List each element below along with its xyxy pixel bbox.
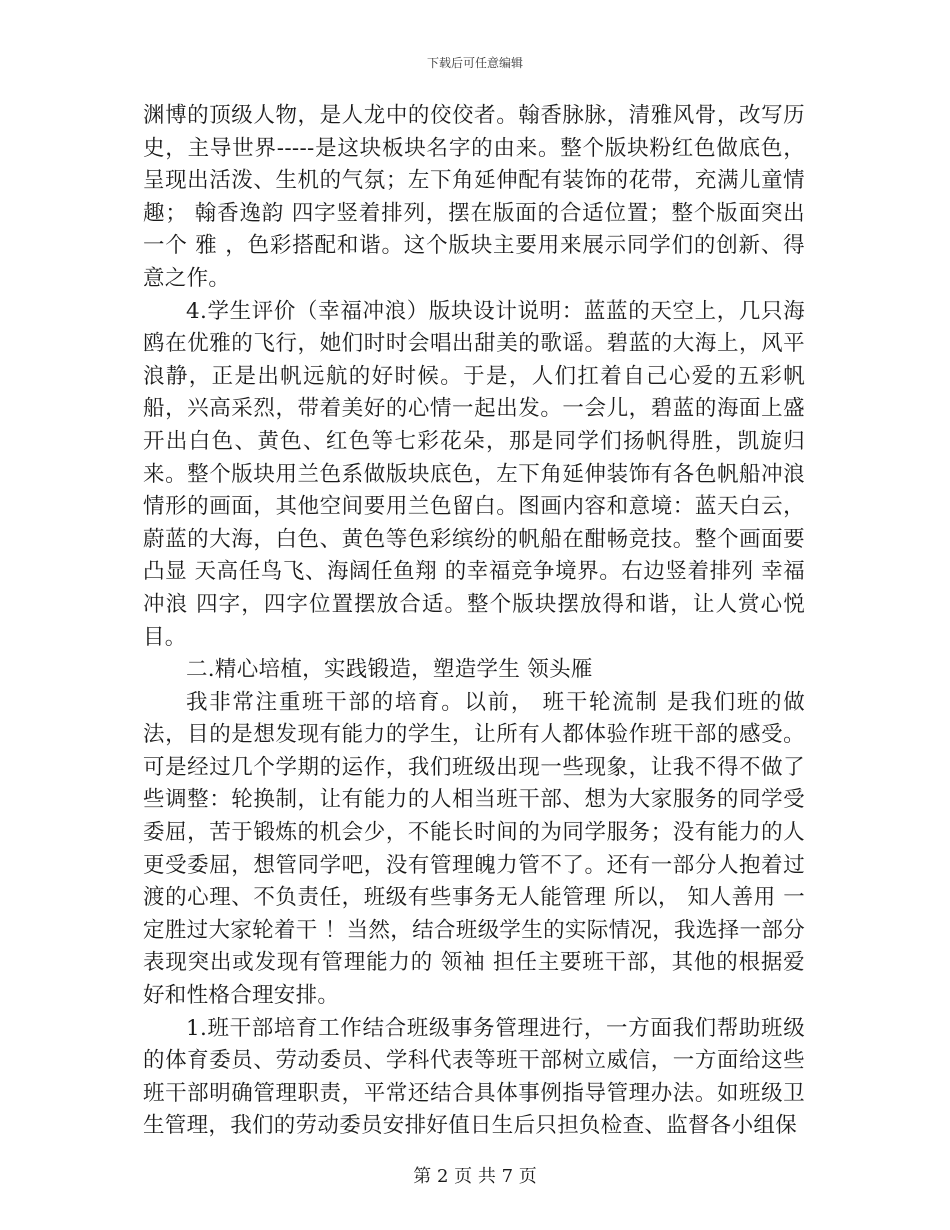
paragraph-3: 我非常注重班干部的培育。以前， 班干轮流制 是我们班的做法，目的是想发现有能力的学生，让所有人都体验作班干部的感受。可是经过几个学期的运作，我们班级出现一些现象，让我不得不做了些调整：轮换制，让有能力的人相当班干部、想为大家服务的同学受委屈，苦于锻炼的机会少，不能长时间的为同学服务；没有能力的人更受委屈，想管同学吧，没有管理魄力管不了。还有一部分人抱着过渡的心理、不负责任，班级有些事务无人能管理 所以， 知人善用 一定胜过大家轮着干 ！当然，结合班级学生的实际情况，我选择一部分表现突出或发现有管理能力的 领袖 担任主要班干部，其他的根据爱好和性格合理安排。 [143, 689, 805, 1009]
page-number-footer: 第 2 页 共 7 页 [413, 1166, 537, 1187]
section-heading: 二.精心培植，实践锻造，塑造学生 领头雁 [186, 657, 593, 683]
document-body [143, 100, 805, 1143]
page-header: 下载后可任意编辑 [426, 56, 523, 70]
paragraph-1: 渊博的顶级人物，是人龙中的佼佼者。翰香脉脉，清雅风骨，改写历史，主导世界-----是这块板块名字的由来。整个版块粉红色做底色，呈现出活泼、生机的气氛；左下角延伸配有装饰的花带，充满儿童情趣； 翰香逸韵 四字竖着排列，摆在版面的合适位置；整个版面突出一个 雅 ，色彩搭配和谐。这个版块主要用来展示同学们的创新、得意之作。 [143, 103, 805, 291]
paragraph-2: 4.学生评价（幸福冲浪）版块设计说明：蓝蓝的天空上，几只海鸥在优雅的飞行，她们时时会唱出甜美的歌谣。碧蓝的大海上，风平浪静，正是出帆远航的好时候。于是，人们扛着自己心爱的五彩帆船，兴高采烈，带着美好的心情一起出发。一会儿，碧蓝的海面上盛开出白色、黄色、红色等七彩花朵，那是同学们扬帆得胜，凯旋归来。整个版块用兰色系做版块底色，左下角延伸装饰有各色帆船冲浪情形的画面，其他空间要用兰色留白。图画内容和意境：蓝天白云，蔚蓝的大海，白色、黄色等色彩缤纷的帆船在酣畅竞技。整个画面要凸显 天高任鸟飞、海阔任鱼翔 的幸福竞争境界。右边竖着排列 幸福冲浪 四字，四字位置摆放合适。整个版块摆放得和谐，让人赏心悦目。 [143, 298, 805, 650]
paragraph-4: 1.班干部培育工作结合班级事务管理进行，一方面我们帮助班级的体育委员、劳动委员、学科代表等班干部树立威信，一方面给这些班干部明确管理职责，平常还结合具体事例指导管理办法。如班级卫生管理，我们的劳动委员安排好值日生后只担负检查、监督各小组保 [143, 1015, 805, 1139]
